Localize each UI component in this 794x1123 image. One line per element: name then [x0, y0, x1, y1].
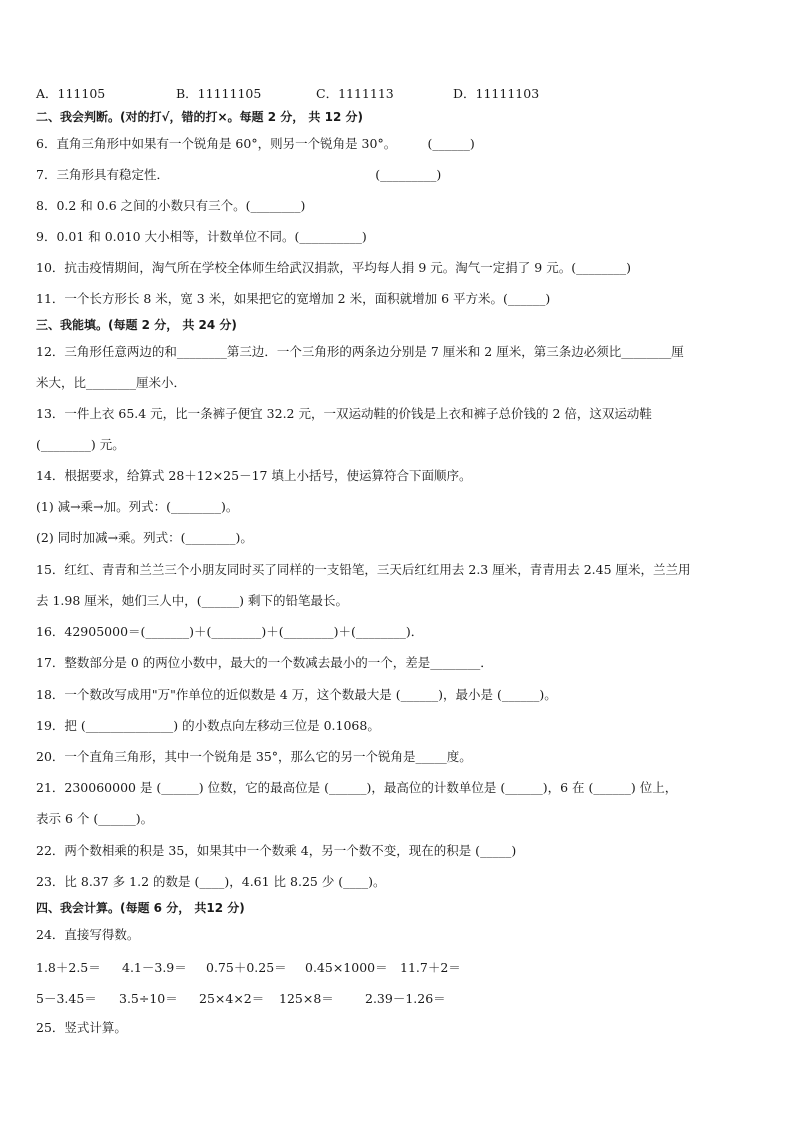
- question-12-line-2: 米大，比________厘米小．: [36, 375, 187, 390]
- calc-item: 3.5÷10＝: [119, 991, 178, 1006]
- section-2-heading: 二、我会判断。(对的打√，错的打×。每题 2 分， 共 12 分): [36, 110, 363, 124]
- question-25: 25．竖式计算。: [36, 1020, 127, 1035]
- question-19: 19．把 (______________) 的小数点向左移动三位是 0.1068。: [36, 718, 380, 733]
- calc-item: 5－3.45＝: [36, 991, 97, 1006]
- question-9: 9．0.01 和 0.010 大小相等，计数单位不同。(__________): [36, 229, 367, 244]
- question-10: 10．抗击疫情期间，淘气所在学校全体师生给武汉捐款，平均每人捐 9 元。淘气一定捐了 9 元。(________): [36, 260, 631, 275]
- question-6: 6．直角三角形中如果有一个锐角是 60°，则另一个锐角是 30°。 (______): [36, 136, 475, 151]
- question-13-line-1: 13．一件上衣 65.4 元，比一条裤子便宜 32.2 元，一双运动鞋的价钱是上衣和裤子总价钱的 2 倍，这双运动鞋: [36, 406, 652, 421]
- calc-item: 1.8＋2.5＝: [36, 960, 101, 975]
- calc-item: 2.39－1.26＝: [365, 991, 446, 1006]
- question-7: 7．三角形具有稳定性． (_________): [36, 167, 442, 182]
- question-16: 16．42905000＝(_______)＋(________)＋(________)＋(________)．: [36, 624, 424, 639]
- option-d: D．11111103: [453, 86, 540, 101]
- question-22: 22．两个数相乘的积是 35，如果其中一个数乘 4，另一个数不变，现在的积是 (_____): [36, 843, 517, 858]
- section-3-heading: 三、我能填。(每题 2 分， 共 24 分): [36, 318, 237, 332]
- calc-item: 4.1－3.9＝: [122, 960, 187, 975]
- calc-item: 125×8＝: [279, 991, 334, 1006]
- question-8: 8．0.2 和 0.6 之间的小数只有三个。(________): [36, 198, 306, 213]
- question-15-line-1: 15．红红、青青和兰兰三个小朋友同时买了同样的一支铅笔，三天后红红用去 2.3 厘米，青青用去 2.45 厘米，兰兰用: [36, 562, 691, 577]
- question-23: 23．比 8.37 多 1.2 的数是 (____)，4.61 比 8.25 少 (____)。: [36, 874, 386, 889]
- question-24: 24．直接写得数。: [36, 927, 140, 942]
- calc-item: 25×4×2＝: [199, 991, 265, 1006]
- question-14: 14．根据要求，给算式 28＋12×25－17 填上小括号，使运算符合下面顺序。: [36, 468, 472, 483]
- question-21-line-1: 21．230060000 是 (______) 位数，它的最高位是 (______)，最高位的计数单位是 (______)，6 在 (______) 位上，: [36, 780, 678, 795]
- option-b: B．11111105: [176, 86, 262, 101]
- calc-item: 0.75＋0.25＝: [206, 960, 287, 975]
- question-14-part-1: (1) 减→乘→加。列式：(________)。: [36, 499, 239, 514]
- question-18: 18．一个数改写成用"万"作单位的近似数是 4 万，这个数最大是 (______)，最小是 (______)。: [36, 687, 557, 702]
- option-a: A．111105: [36, 86, 106, 101]
- calc-item: 0.45×1000＝: [305, 960, 388, 975]
- question-21-line-2: 表示 6 个 (______)。: [36, 811, 154, 826]
- section-4-heading: 四、我会计算。(每题 6 分， 共12 分): [36, 901, 245, 915]
- question-14-part-2: (2) 同时加减→乘。列式：(________)。: [36, 530, 253, 545]
- question-17: 17．整数部分是 0 的两位小数中，最大的一个数减去最小的一个，差是________．: [36, 655, 493, 670]
- option-c: C．1111113: [316, 86, 394, 101]
- question-13-line-2: (________) 元。: [36, 437, 125, 452]
- question-20: 20．一个直角三角形，其中一个锐角是 35°，那么它的另一个锐角是_____度。: [36, 749, 472, 764]
- calc-item: 11.7＋2＝: [400, 960, 461, 975]
- question-15-line-2: 去 1.98 厘米，她们三人中，(______) 剩下的铅笔最长。: [36, 593, 349, 608]
- question-11: 11．一个长方形长 8 米，宽 3 米，如果把它的宽增加 2 米，面积就增加 6 平方米。(______): [36, 291, 551, 306]
- question-12-line-1: 12．三角形任意两边的和________第三边．一个三角形的两条边分别是 7 厘米和 2 厘米，第三条边必须比________厘: [36, 344, 684, 359]
